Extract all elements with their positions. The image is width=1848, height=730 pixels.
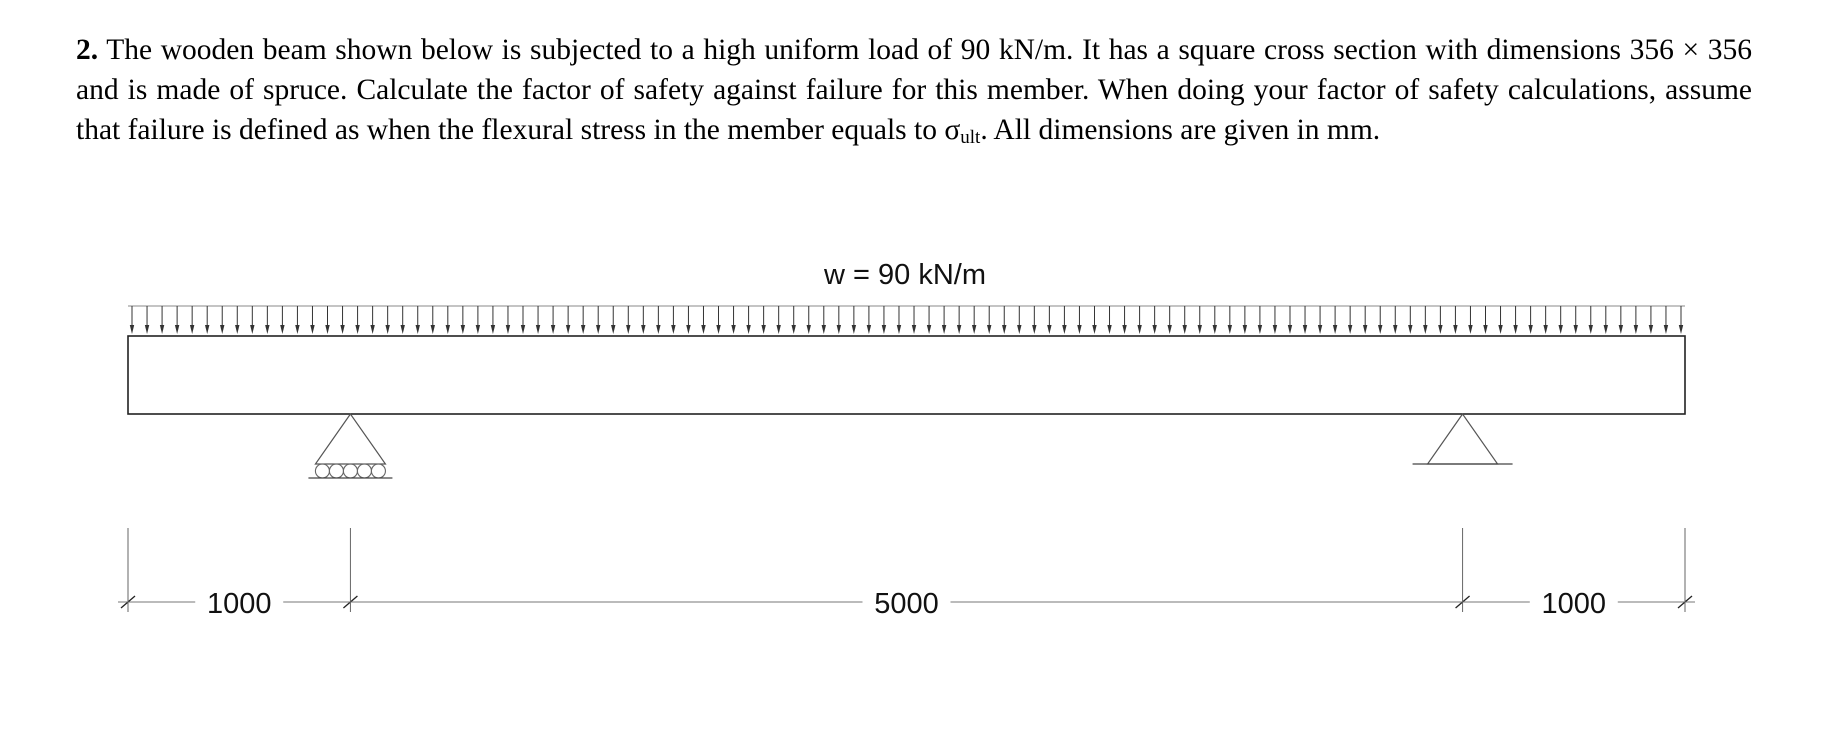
load-arrowhead bbox=[972, 325, 976, 334]
load-arrowhead bbox=[566, 325, 570, 334]
load-arrowhead bbox=[130, 325, 134, 334]
load-arrowhead bbox=[746, 325, 750, 334]
load-arrowhead bbox=[491, 325, 495, 334]
load-arrowhead bbox=[882, 325, 886, 334]
load-arrowhead bbox=[987, 325, 991, 334]
load-arrowhead bbox=[235, 325, 239, 334]
load-arrowhead bbox=[671, 325, 675, 334]
load-arrowhead bbox=[701, 325, 705, 334]
roller-wheel bbox=[357, 464, 371, 478]
load-arrowhead bbox=[867, 325, 871, 334]
load-arrowhead bbox=[370, 325, 374, 334]
load-arrowhead bbox=[1092, 325, 1096, 334]
load-arrowhead bbox=[220, 325, 224, 334]
load-arrowhead bbox=[1438, 325, 1442, 334]
load-arrowhead bbox=[837, 325, 841, 334]
sigma-subscript: ult bbox=[960, 127, 981, 148]
load-arrowhead bbox=[1288, 325, 1292, 334]
load-arrowhead bbox=[1032, 325, 1036, 334]
load-arrowhead bbox=[280, 325, 284, 334]
load-arrowhead bbox=[1649, 325, 1653, 334]
load-arrowhead bbox=[461, 325, 465, 334]
load-arrowhead bbox=[942, 325, 946, 334]
load-arrowhead bbox=[581, 325, 585, 334]
load-arrowhead bbox=[852, 325, 856, 334]
load-arrowhead bbox=[1619, 325, 1623, 334]
load-arrowhead bbox=[250, 325, 254, 334]
roller-wheel bbox=[371, 464, 385, 478]
load-arrowhead bbox=[310, 325, 314, 334]
load-arrowhead bbox=[205, 325, 209, 334]
load-arrowhead bbox=[716, 325, 720, 334]
load-arrowhead bbox=[1453, 325, 1457, 334]
load-arrowhead bbox=[551, 325, 555, 334]
load-arrowhead bbox=[1543, 325, 1547, 334]
problem-text-end: . All dimensions are given in mm. bbox=[980, 114, 1381, 146]
load-arrowhead bbox=[340, 325, 344, 334]
load-label: w = 90 kN/m bbox=[824, 259, 986, 291]
load-arrowhead bbox=[1589, 325, 1593, 334]
load-arrowhead bbox=[1122, 325, 1126, 334]
load-arrowhead bbox=[1363, 325, 1367, 334]
load-arrowhead bbox=[1198, 325, 1202, 334]
load-arrowhead bbox=[1077, 325, 1081, 334]
load-arrowhead bbox=[1273, 325, 1277, 334]
dimension-lines bbox=[118, 528, 1695, 620]
load-arrowhead bbox=[822, 325, 826, 334]
load-arrowhead bbox=[476, 325, 480, 334]
load-arrowhead bbox=[1483, 325, 1487, 334]
load-arrowhead bbox=[761, 325, 765, 334]
load-arrowhead bbox=[1107, 325, 1111, 334]
load-arrowhead bbox=[175, 325, 179, 334]
load-arrowhead bbox=[1258, 325, 1262, 334]
load-arrowhead bbox=[656, 325, 660, 334]
load-arrowhead bbox=[641, 325, 645, 334]
load-arrowhead bbox=[1333, 325, 1337, 334]
load-arrowhead bbox=[431, 325, 435, 334]
load-arrowhead bbox=[1152, 325, 1156, 334]
load-arrowhead bbox=[1558, 325, 1562, 334]
problem-number: 2. bbox=[76, 34, 99, 66]
roller-wheel bbox=[329, 464, 343, 478]
roller-wheel bbox=[343, 464, 357, 478]
load-arrowhead bbox=[1468, 325, 1472, 334]
load-arrowhead bbox=[1393, 325, 1397, 334]
load-arrowhead bbox=[295, 325, 299, 334]
load-arrowhead bbox=[611, 325, 615, 334]
load-arrowhead bbox=[1348, 325, 1352, 334]
load-arrowhead bbox=[1574, 325, 1578, 334]
load-arrowhead bbox=[521, 325, 525, 334]
load-arrowhead bbox=[385, 325, 389, 334]
load-arrowhead bbox=[776, 325, 780, 334]
load-arrowhead bbox=[416, 325, 420, 334]
load-arrowhead bbox=[1002, 325, 1006, 334]
load-arrowhead bbox=[1183, 325, 1187, 334]
load-arrowhead bbox=[536, 325, 540, 334]
problem-text: The wooden beam shown below is subjected to a high uniform load of 90 kN/m. It has a square cross section with dimensions 356 × 356 and is made of spruce. Calculate the factor of safety against failure for this member. When doing your factor of safety calculations, assume that failure is defined as when the flexural stress in the member equals to σ bbox=[76, 34, 1752, 146]
dimension-label: 1000 bbox=[1541, 588, 1607, 620]
load-arrowhead bbox=[145, 325, 149, 334]
load-arrowhead bbox=[626, 325, 630, 334]
load-arrowhead bbox=[1017, 325, 1021, 334]
supports bbox=[308, 414, 1512, 478]
beam bbox=[128, 336, 1685, 414]
distributed-load-arrows bbox=[128, 306, 1685, 334]
load-arrowhead bbox=[912, 325, 916, 334]
load-arrowhead bbox=[1664, 325, 1668, 334]
dimension-label: 5000 bbox=[874, 588, 939, 620]
roller-wheel bbox=[315, 464, 329, 478]
load-arrowhead bbox=[1528, 325, 1532, 334]
load-arrowhead bbox=[1408, 325, 1412, 334]
load-arrowhead bbox=[400, 325, 404, 334]
load-arrowhead bbox=[596, 325, 600, 334]
load-arrowhead bbox=[265, 325, 269, 334]
load-arrowhead bbox=[1228, 325, 1232, 334]
load-arrowhead bbox=[1213, 325, 1217, 334]
load-arrowhead bbox=[792, 325, 796, 334]
load-arrowhead bbox=[1634, 325, 1638, 334]
load-arrowhead bbox=[1243, 325, 1247, 334]
load-arrowhead bbox=[160, 325, 164, 334]
load-arrowhead bbox=[1513, 325, 1517, 334]
load-arrowhead bbox=[897, 325, 901, 334]
load-arrowhead bbox=[1318, 325, 1322, 334]
load-arrowhead bbox=[807, 325, 811, 334]
load-arrowhead bbox=[1137, 325, 1141, 334]
load-arrowhead bbox=[927, 325, 931, 334]
load-arrowhead bbox=[1679, 325, 1683, 334]
load-arrowhead bbox=[1423, 325, 1427, 334]
load-arrowhead bbox=[1062, 325, 1066, 334]
load-arrowhead bbox=[325, 325, 329, 334]
load-arrowhead bbox=[1303, 325, 1307, 334]
load-arrowhead bbox=[1378, 325, 1382, 334]
pin-support bbox=[1413, 414, 1513, 464]
load-arrowhead bbox=[1167, 325, 1171, 334]
roller-support bbox=[308, 414, 392, 478]
load-arrowhead bbox=[686, 325, 690, 334]
load-arrowhead bbox=[355, 325, 359, 334]
dimension-label: 1000 bbox=[206, 588, 272, 620]
load-arrowhead bbox=[190, 325, 194, 334]
load-arrowhead bbox=[446, 325, 450, 334]
load-arrowhead bbox=[506, 325, 510, 334]
load-arrowhead bbox=[957, 325, 961, 334]
load-arrowhead bbox=[1047, 325, 1051, 334]
load-arrowhead bbox=[731, 325, 735, 334]
load-arrowhead bbox=[1604, 325, 1608, 334]
load-arrowhead bbox=[1498, 325, 1502, 334]
